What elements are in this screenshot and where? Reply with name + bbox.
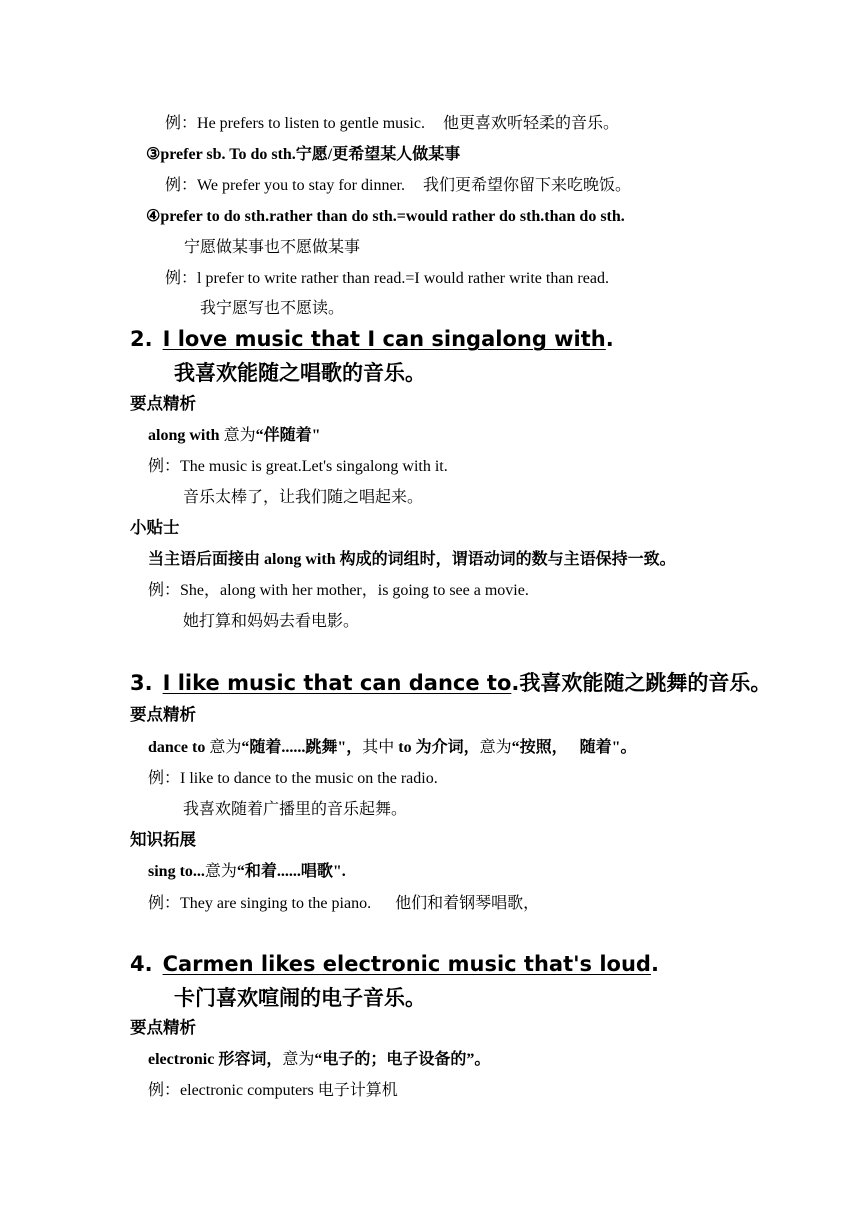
section-3-example [148, 771, 438, 787]
section-translation: .我喜欢能随之跳舞的音乐。 [511, 671, 772, 695]
section-2-tip-text [148, 552, 676, 568]
phrase-meaning: “随着......跳舞"， [241, 739, 363, 756]
prefer-pattern-4: ④prefer to do sth.rather than do sth.=would rather do sth.than do sth. [146, 208, 625, 225]
section-3-phrase-line [148, 740, 637, 756]
section-4-heading [130, 954, 659, 975]
section-sentence: I love music that I can singalong with [162, 327, 606, 351]
section-2-example-translation: 音乐太棒了，让我们随之唱起来。 [183, 489, 424, 506]
prefer-example-2 [165, 178, 631, 194]
phrase-mid: 意为 [479, 739, 512, 756]
example-english: She，along with her mother，is going to see a movie. [180, 582, 529, 599]
section-number: 3. [130, 671, 153, 695]
section-2-tip-example [148, 583, 529, 599]
section-3-ext-example [148, 896, 539, 912]
prefer-pattern-3: ③prefer sb. To do sth.宁愿/更希望某人做某事 [146, 146, 461, 163]
example-chinese: 他们和着钢琴唱歌， [395, 895, 540, 912]
section-2-translation: 我喜欢能随之唱歌的音乐。 [174, 361, 426, 385]
tip-phrase: along with [264, 551, 336, 568]
section-2-tip-example-translation: 她打算和妈妈去看电影。 [183, 613, 360, 630]
example-prefix: 例： [148, 458, 181, 475]
example-prefix: 例： [148, 770, 181, 787]
section-3-extension-title: 知识拓展 [130, 830, 196, 849]
tip-text: 构成的词组时，谓语动词的数与主语保持一致。 [335, 551, 676, 568]
phrase-mid: 意为 [204, 863, 237, 880]
section-4-phrase-line [148, 1052, 490, 1068]
example-prefix: 例： [148, 582, 181, 599]
example-chinese: 电子计算机 [313, 1082, 398, 1099]
example-prefix: 例： [165, 177, 198, 194]
phrase-mid: 其中 [362, 739, 399, 756]
section-4-example [148, 1083, 398, 1099]
section-2-tip-title: 小贴士 [130, 518, 180, 537]
prefer-example-1 [165, 116, 619, 132]
prefer-pattern-4-meaning: 宁愿做某事也不愿做某事 [184, 239, 361, 256]
section-number: 4. [130, 952, 153, 976]
example-english: l prefer to write rather than read.=I would rather write than read. [197, 270, 609, 287]
prefer-example-3-translation: 我宁愿写也不愿读。 [200, 300, 345, 317]
section-number: 2. [130, 327, 153, 351]
section-4-key-points-title: 要点精析 [130, 1018, 196, 1037]
phrase: electronic [148, 1051, 215, 1068]
example-prefix: 例： [165, 270, 198, 287]
section-period: . [605, 327, 614, 351]
section-3-ext-phrase-line [148, 864, 346, 880]
example-english: He prefers to listen to gentle music. [197, 115, 425, 132]
section-2-key-points-title: 要点精析 [130, 394, 196, 413]
section-2-example [148, 459, 448, 475]
example-english: I like to dance to the music on the radio. [180, 770, 438, 787]
phrase-mid: 意为 [205, 739, 242, 756]
section-period: . [650, 952, 659, 976]
example-english: We prefer you to stay for dinner. [197, 177, 405, 194]
example-prefix: 例： [148, 895, 181, 912]
section-2-heading [130, 329, 614, 350]
example-chinese: 我们更希望你留下来吃晚饭。 [423, 177, 632, 194]
example-english: The music is great.Let's singalong with it. [180, 458, 448, 475]
phrase-meaning: “按照， [511, 739, 568, 756]
section-sentence: Carmen likes electronic music that's loud [162, 952, 651, 976]
phrase-mid: 形容词， [214, 1051, 283, 1068]
phrase: dance to [148, 739, 206, 756]
phrase-meaning: “电子的；电子设备的”。 [314, 1051, 491, 1068]
phrase: sing to... [148, 863, 205, 880]
phrase-meaning: to 为介词， [398, 739, 480, 756]
section-sentence: I like music that can dance to [162, 671, 512, 695]
phrase-meaning: “和着......唱歌". [236, 863, 346, 880]
example-english: They are singing to the piano. [180, 895, 372, 912]
example-chinese: 他更喜欢听轻柔的音乐。 [442, 115, 619, 132]
example-english: electronic computers [180, 1082, 314, 1099]
section-3-example-translation: 我喜欢随着广播里的音乐起舞。 [183, 801, 408, 818]
phrase-meaning: 随着"。 [579, 739, 637, 756]
example-prefix: 例： [165, 115, 198, 132]
phrase-mid: 意为 [282, 1051, 315, 1068]
phrase-mid: 意为 [219, 427, 256, 444]
section-2-phrase-line [148, 428, 320, 444]
section-3-heading [130, 673, 771, 694]
prefer-example-3 [165, 271, 609, 287]
example-prefix: 例： [148, 1082, 181, 1099]
section-3-key-points-title: 要点精析 [130, 705, 196, 724]
tip-text: 当主语后面接由 [148, 551, 265, 568]
phrase-meaning: “伴随着" [255, 427, 321, 444]
phrase: along with [148, 427, 220, 444]
section-4-translation: 卡门喜欢喧闹的电子音乐。 [174, 986, 426, 1010]
